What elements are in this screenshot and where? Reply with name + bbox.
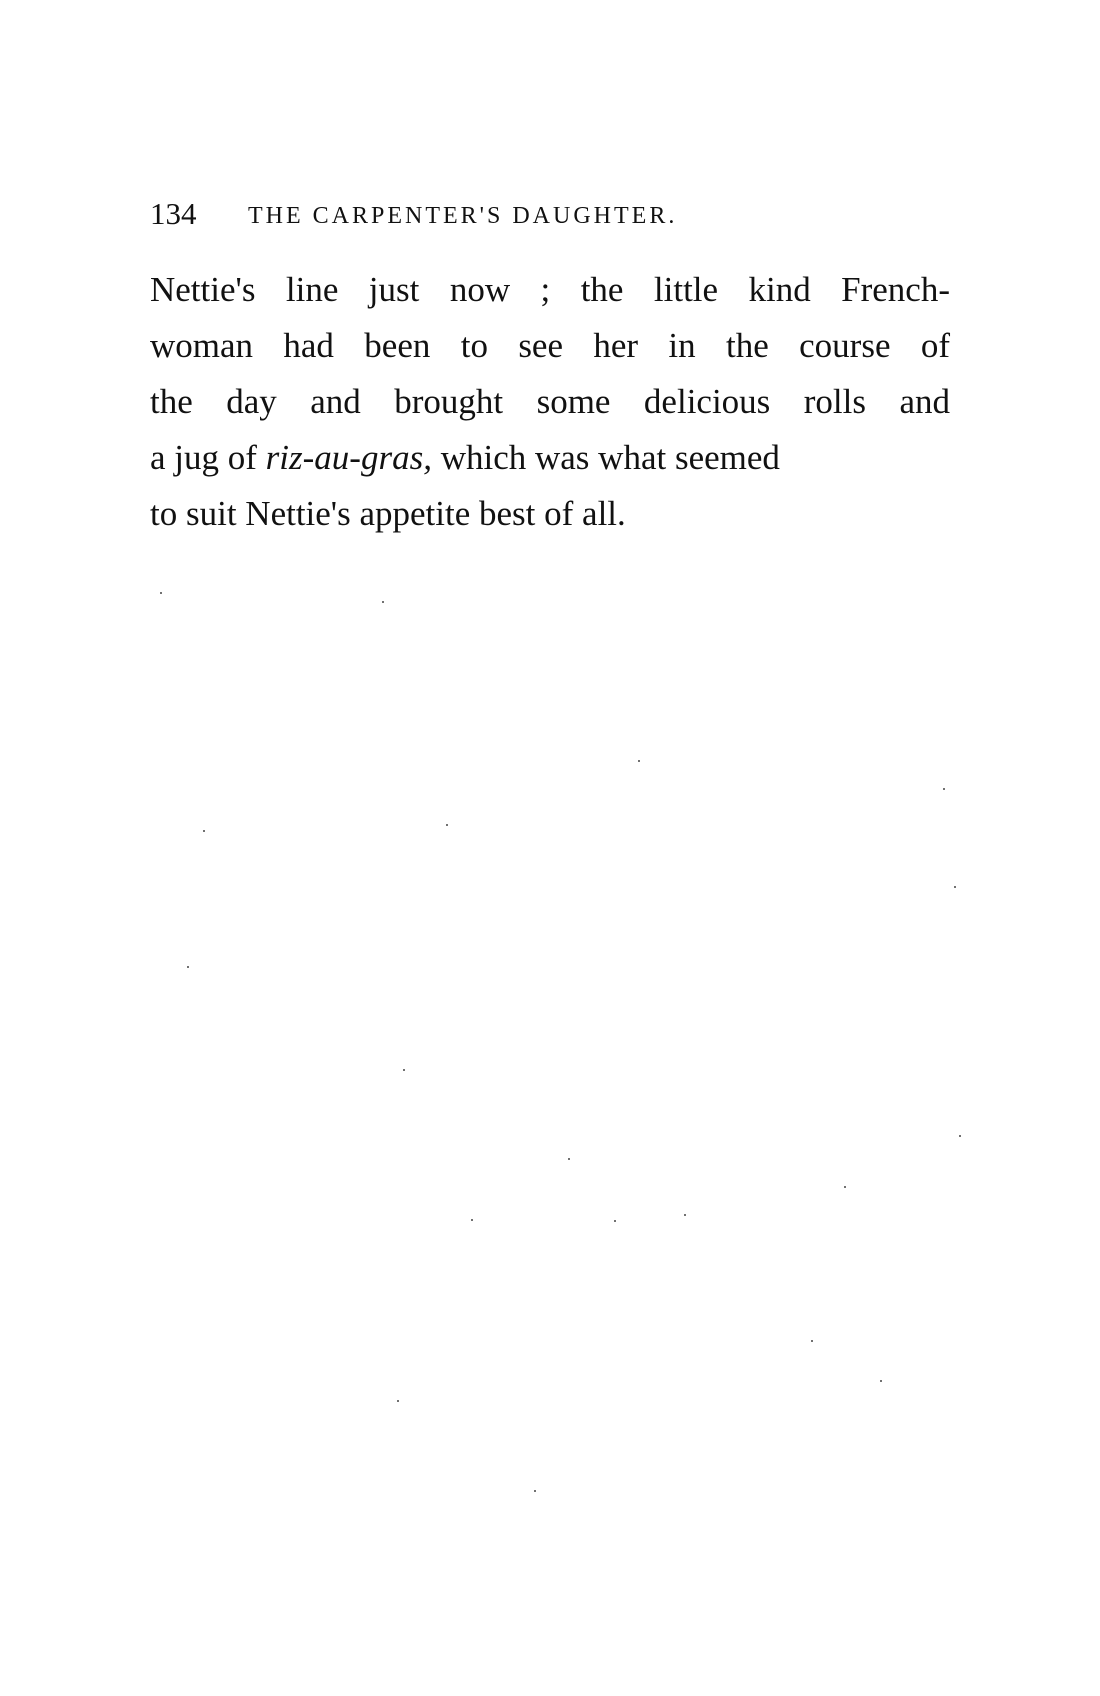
paper-speck [160,592,162,594]
paper-speck [397,1400,399,1402]
paper-speck [203,830,205,832]
text-line-4-suffix: which was what seemed [431,438,780,477]
text-line-4 [150,430,950,486]
paper-speck [954,886,956,888]
paper-speck [943,788,945,790]
text-line-3: the day and brought some delicious rolls and [150,382,950,421]
text-line-1: Nettie's line just now ; the little kind French- [150,270,950,309]
paper-speck [614,1220,616,1222]
text-line-5: to suit Nettie's appetite best of all. [150,494,626,533]
italic-phrase: riz-au-gras, [265,438,432,477]
paper-speck [638,760,640,762]
running-head [150,196,950,236]
paper-speck [880,1380,882,1382]
text-line-4-prefix: a jug of [150,438,266,477]
paper-speck [811,1340,813,1342]
paper-speck [187,966,189,968]
paper-speck [959,1135,961,1137]
paper-speck [446,824,448,826]
body-text [150,262,950,542]
paper-speck [382,601,384,603]
page-number: 134 [150,196,197,231]
paper-speck [568,1158,570,1160]
paper-speck [534,1490,536,1492]
paper-speck [471,1219,473,1221]
paper-speck [844,1186,846,1188]
text-line-2: woman had been to see her in the course of [150,326,950,365]
running-title: THE CARPENTER'S DAUGHTER. [248,203,678,229]
paper-speck [684,1214,686,1216]
paper-speck [403,1069,405,1071]
